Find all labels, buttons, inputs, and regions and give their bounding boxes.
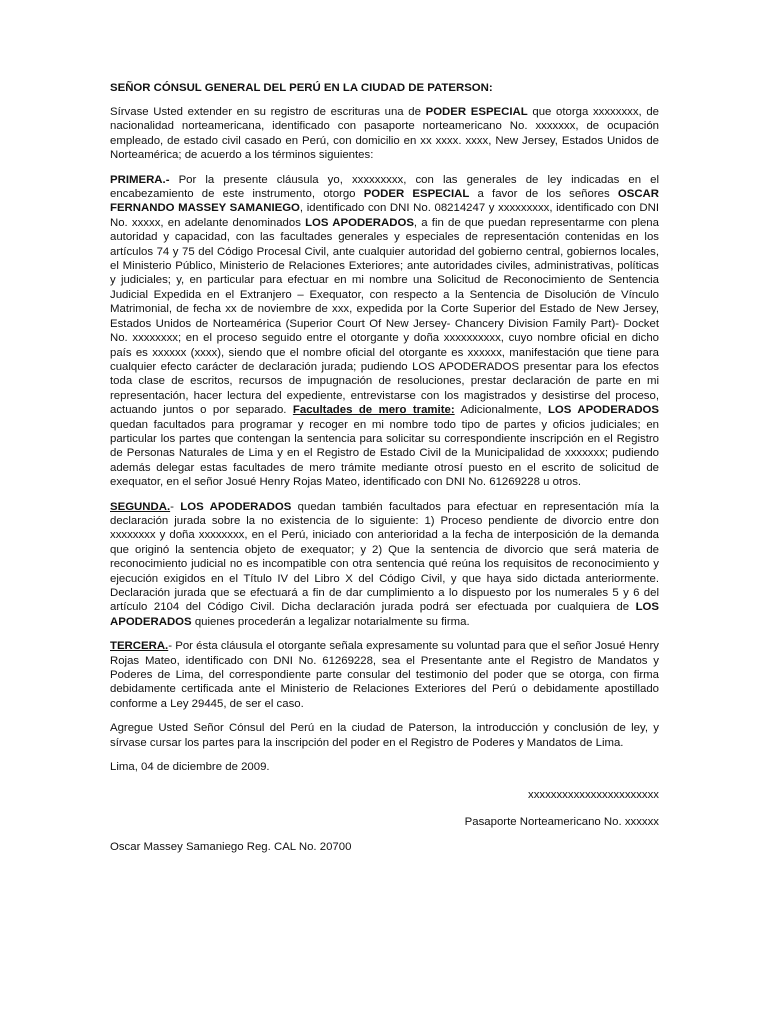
segunda-text-0: - (170, 500, 181, 513)
primera-text-4: , a fin de que puedan representarme con plena autoridad y capacidad, con las facultades generales y especiales de representación contenidas en los artículos 74 y 75 del Código Procesal Civil, ante cualquier autoridad del gobierno central, gobiernos locales, el Ministerio Público, Ministerio de Relaciones Exteriores; ante autoridades civiles, administrativas, políticas y judiciales; y, en particular para efectuar en mi nombre una Solicitud de Reconocimiento de Sentencia Judicial Expedida en el Extranjero – Exequator, con respecto a la Sentencia de Disolución de Vínculo Matrimonial, de fecha xx de noviembre de xxx, expedida por la Corte Superior del Estado de New Jersey, Estados Unidos de Norteamérica (Superior Court Of New Jersey- Chancery Division Family Part)- Docket No. xxxxxxxx; en el proceso seguido entre el otorgante y doña xxxxxxxxxx, cuyo nombre oficial en dicho país es xxxxxx (xxxx), siendo que el nombre oficial del otorgante es xxxxxx, manifestación que tiene para cualquier efecto carácter de declaración jurada; pudiendo LOS APODERADOS presentar para los efectos toda clase de escritos, recursos de impugnación de resoluciones, prestar declaración de parte en mi representación, hacer lectura del expediente, entrevistarse con los magistrados y desistirse del proceso, actuando juntos o por separado. (110, 216, 659, 417)
primera-bold-poder: PODER ESPECIAL (363, 188, 470, 201)
primera-text-6: quedan facultados para programar y recoger en mi nombre todo tipo de partes y oficios judiciales; en particular los partes que contengan la sentencia para solicitar su correspondiente inscripción en el Registro de Personas Naturales de Lima y en el Registro de Estado Civil de la Municipalidad de xxxxxxx; pudiendo además delegar estas facultades de mero trámite mediante otrosí puesto en el escrito de solicitud de exequator, en el señor Josué Henry Rojas Mateo, identificado con DNI No. 61269228 u otros. (110, 418, 659, 489)
date-line: Lima, 04 de diciembre de 2009. (110, 761, 270, 774)
clause-segunda (110, 500, 659, 630)
primera-bold-apoderados-2: LOS APODERADOS (547, 404, 660, 417)
intro-bold-poder: PODER ESPECIAL (425, 106, 528, 118)
clause-primera (110, 173, 659, 490)
clause-tercera (110, 639, 659, 711)
segunda-text-1: quedan también facultados para efectuar en representación mía la declaración jurada sobre la no existencia de lo siguiente: 1) Proceso pendiente de divorcio entre don xxxxxxxx y doña xxxxxxxx, en el Perú, iniciado con anterioridad a la fecha de interposición de la demanda que originó la sentencia objeto de exequator; y 2) Que la sentencia de divorcio que será materia de reconocimiento judicial no es incompatible con otra sentencia qué reúna los requisitos de reconocimiento y ejecución exigidos en el Título IV del Libro X del Código Civil, y que haya sido dictada anteriormente. Declaración jurada que se efectuará a fin de dar cumplimiento a lo dispuesto por los numerales 5 y 6 del artículo 2104 del Código Civil. Dicha declaración jurada podrá ser efectuada por cualquiera de (110, 500, 659, 614)
primera-text-3: , identificado con DNI No. 08214247 y xxxxxxxxx, identificado con DNI No. xxxxx, en adelante denominados (110, 202, 659, 229)
primera-text-5: Adicionalmente, (454, 404, 548, 417)
segunda-bold-apoderados-2: LOS APODERADOS (110, 601, 659, 628)
primera-bold-name: OSCAR FERNANDO MASSEY SAMANIEGO (110, 188, 659, 215)
footer-line: Oscar Massey Samaniego Reg. CAL No. 20700 (110, 841, 352, 854)
closing-paragraph: Agregue Usted Señor Cónsul del Perú en la ciudad de Paterson, la introducción y conclusión de ley, y sírvase cursar los partes para la inscripción del poder en el Registro de Poderes y Mandatos de Lima. (110, 722, 659, 749)
passport-line: Pasaporte Norteamericano No. xxxxxx (464, 815, 659, 828)
primera-text-2: a favor de los señores (469, 188, 618, 201)
segunda-label: SEGUNDA. (110, 500, 171, 513)
primera-text-1: Por la presente cláusula yo, xxxxxxxxx, con las generales de ley indicadas en el encabezamiento de este instrumento, otorgo (110, 173, 659, 201)
primera-underline-facultades: Facultades de mero tramite: (292, 404, 455, 417)
signature-line: xxxxxxxxxxxxxxxxxxxxxxx (528, 789, 659, 802)
tercera-label: TERCERA. (110, 640, 169, 653)
intro-text-2: que otorga xxxxxxxx, de nacionalidad norteamericana, identificado con pasaporte norteamericano No. xxxxxxx, de ocupación empleado, de estado civil casado en Perú, con domicilio en xx xxxx. xxxx, New Jersey, Estados Unidos de Norteamérica; de acuerdo a los términos siguientes: (110, 106, 660, 162)
segunda-bold-apoderados: LOS APODERADOS (180, 500, 292, 513)
tercera-text-1: - Por ésta cláusula el otorgante señala expresamente su voluntad para que el señor Josué Henry Rojas Mateo, identificado con DNI No. 61269228, sea el Presentante ante el Registro de Mandatos y Poderes de Lima, del correspondiente parte consular del testimonio del poder que se otorga, con firma debidamente certificada ante el Ministerio de Relaciones Exteriores del Perú o debidamente apostillado conforme a Ley 29445, de ser el caso. (110, 640, 659, 710)
primera-label: PRIMERA.- (110, 173, 170, 186)
segunda-text-2: quienes procederán a legalizar notarialmente su firma. (191, 615, 470, 628)
intro-paragraph (110, 105, 659, 163)
primera-bold-apoderados: LOS APODERADOS (305, 216, 414, 229)
intro-text-1: Sírvase Usted extender en su registro de escrituras una de (110, 106, 426, 118)
document-heading: SEÑOR CÓNSUL GENERAL DEL PERÚ EN LA CIUDAD DE PATERSON: (110, 82, 493, 94)
document-page (110, 82, 659, 865)
